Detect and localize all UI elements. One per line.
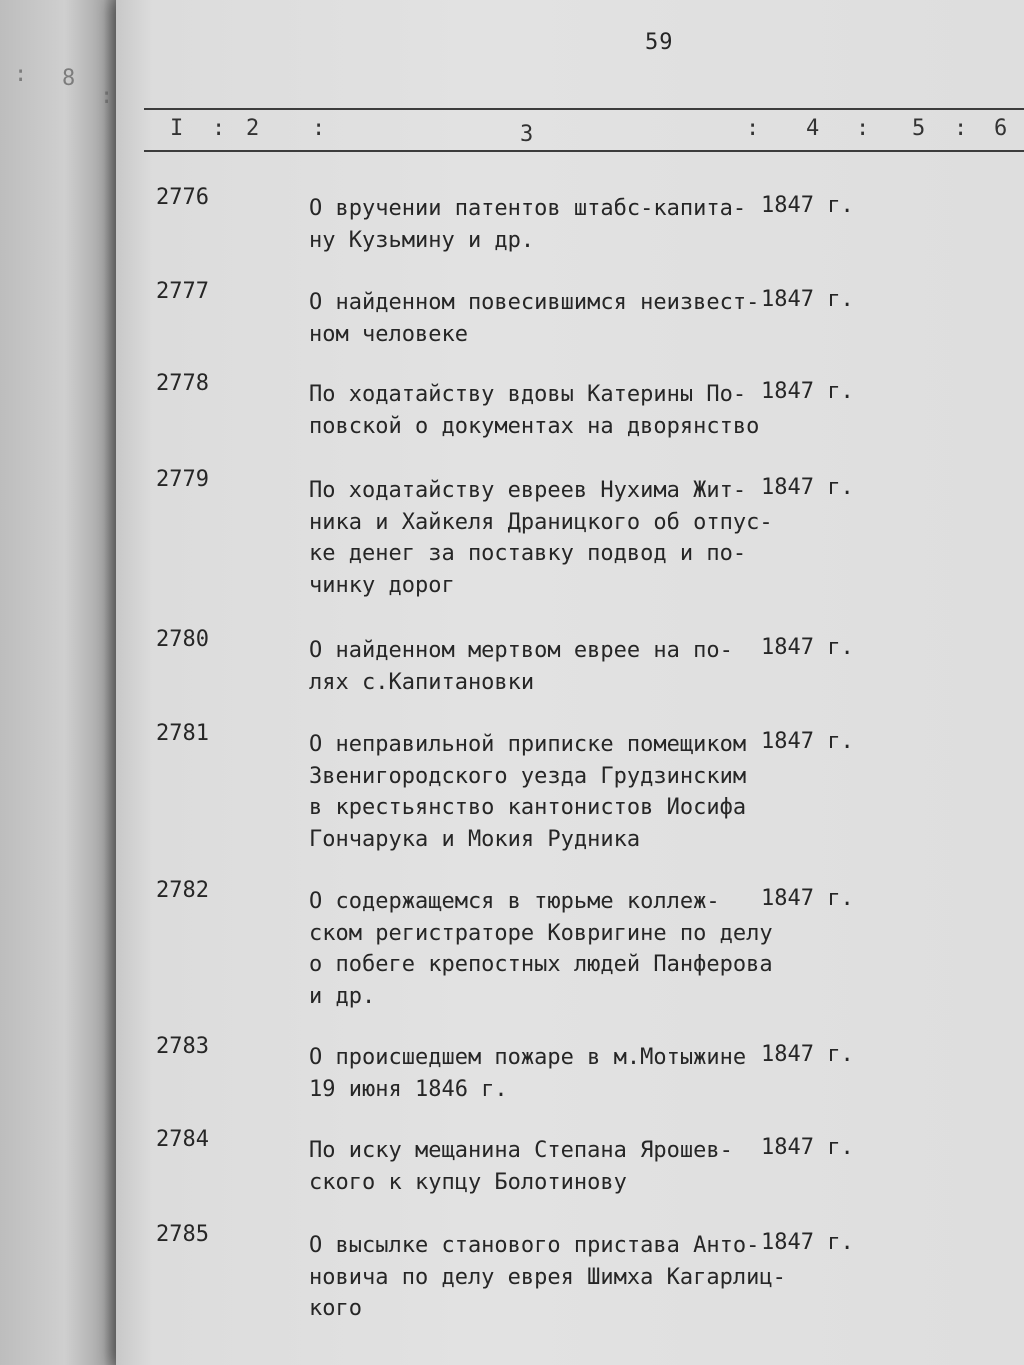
header-rule-top	[144, 108, 1024, 110]
description-line: чинку дорог	[309, 572, 455, 598]
description-line: О вручении патентов штабс-капита-	[309, 196, 747, 221]
header-rule-bottom	[144, 150, 1024, 152]
entry-number: 2785	[156, 1222, 209, 1247]
page-number: 59	[645, 30, 674, 55]
description-line: ну Кузьмину и др.	[309, 227, 535, 253]
description-line: ского к купцу Болотинову	[309, 1169, 627, 1195]
entry-year: 1847 г.	[761, 1230, 854, 1255]
description-line: ке денег за поставку подвод и по-	[309, 541, 747, 566]
description-line: По иску мещанина Степана Ярошев-	[309, 1138, 733, 1163]
description-line: ском регистраторе Ковригине по делу	[309, 920, 773, 946]
description-line: кого	[309, 1296, 362, 1321]
entry-description	[309, 1230, 786, 1325]
column-separator: :	[212, 116, 226, 141]
column-separator: :	[746, 116, 760, 141]
description-line: в крестьянство кантонистов Иосифа	[309, 795, 747, 820]
entry-number: 2783	[156, 1034, 209, 1059]
column-separator: :	[312, 116, 326, 141]
description-line: повской о документах на дворянство	[309, 413, 760, 439]
column-header-5: 5	[912, 116, 926, 141]
column-header-2: 2	[246, 116, 260, 141]
column-separator: :	[856, 116, 870, 141]
entry-year: 1847 г.	[761, 193, 854, 218]
entry-year: 1847 г.	[761, 287, 854, 312]
description-line: 19 июня 1846 г.	[309, 1076, 508, 1102]
column-header-6: 6	[994, 116, 1008, 141]
entry-number: 2782	[156, 878, 209, 903]
entry-description	[309, 886, 773, 1012]
entry-year: 1847 г.	[761, 635, 854, 660]
entry-year: 1847 г.	[761, 729, 854, 754]
description-line: новича по делу еврея Шимха Кагарлиц-	[309, 1264, 786, 1290]
entry-description	[309, 287, 760, 350]
entry-number: 2777	[156, 279, 209, 304]
description-line: о побеге крепостных людей Панферова	[309, 952, 773, 977]
description-line: и др.	[309, 983, 376, 1009]
column-header-1: I	[170, 116, 184, 141]
entry-number: 2780	[156, 627, 209, 652]
entry-number: 2784	[156, 1127, 209, 1152]
description-line: Гончарука и Мокия Рудника	[309, 826, 641, 852]
entry-description	[309, 379, 760, 442]
entry-number: 2778	[156, 371, 209, 396]
column-header-3: 3	[520, 122, 534, 147]
description-line: ном человеке	[309, 321, 468, 347]
entry-number: 2779	[156, 467, 209, 492]
entry-number: 2781	[156, 721, 209, 746]
description-line: О найденном мертвом еврее на по-	[309, 638, 733, 663]
description-line: О происшедшем пожаре в м.Мотыжине	[309, 1045, 747, 1070]
entry-year: 1847 г.	[761, 886, 854, 911]
description-line: О неправильной приписке помещиком	[309, 732, 747, 757]
left-page-fragment: :	[100, 84, 114, 109]
description-line: Звенигородского уезда Грудзинским	[309, 763, 747, 789]
left-page-fragment: :	[14, 62, 28, 87]
entry-description	[309, 1135, 749, 1198]
description-line: По ходатайству вдовы Катерины По-	[309, 382, 747, 407]
entry-year: 1847 г.	[761, 1042, 854, 1067]
description-line: О содержащемся в тюрьме коллеж-	[309, 889, 720, 914]
entry-description	[309, 475, 773, 601]
description-line: О найденном повесившимся неизвест-	[309, 290, 760, 315]
entry-number: 2776	[156, 185, 209, 210]
entry-description	[309, 1042, 749, 1105]
description-line: По ходатайству евреев Нухима Жит-	[309, 478, 747, 503]
document-page	[116, 0, 1024, 1365]
left-page-edge	[0, 0, 118, 1365]
left-page-fragment: 8	[62, 66, 76, 91]
entry-description	[309, 635, 749, 698]
entry-year: 1847 г.	[761, 1135, 854, 1160]
description-line: лях с.Капитановки	[309, 669, 535, 695]
entry-year: 1847 г.	[761, 379, 854, 404]
description-line: ника и Хайкеля Драницкого об отпус-	[309, 509, 773, 535]
column-header-4: 4	[806, 116, 820, 141]
entry-description	[309, 193, 749, 256]
entry-year: 1847 г.	[761, 475, 854, 500]
entry-description	[309, 729, 749, 855]
description-line: О высылке станового пристава Анто-	[309, 1233, 760, 1258]
column-separator: :	[954, 116, 968, 141]
